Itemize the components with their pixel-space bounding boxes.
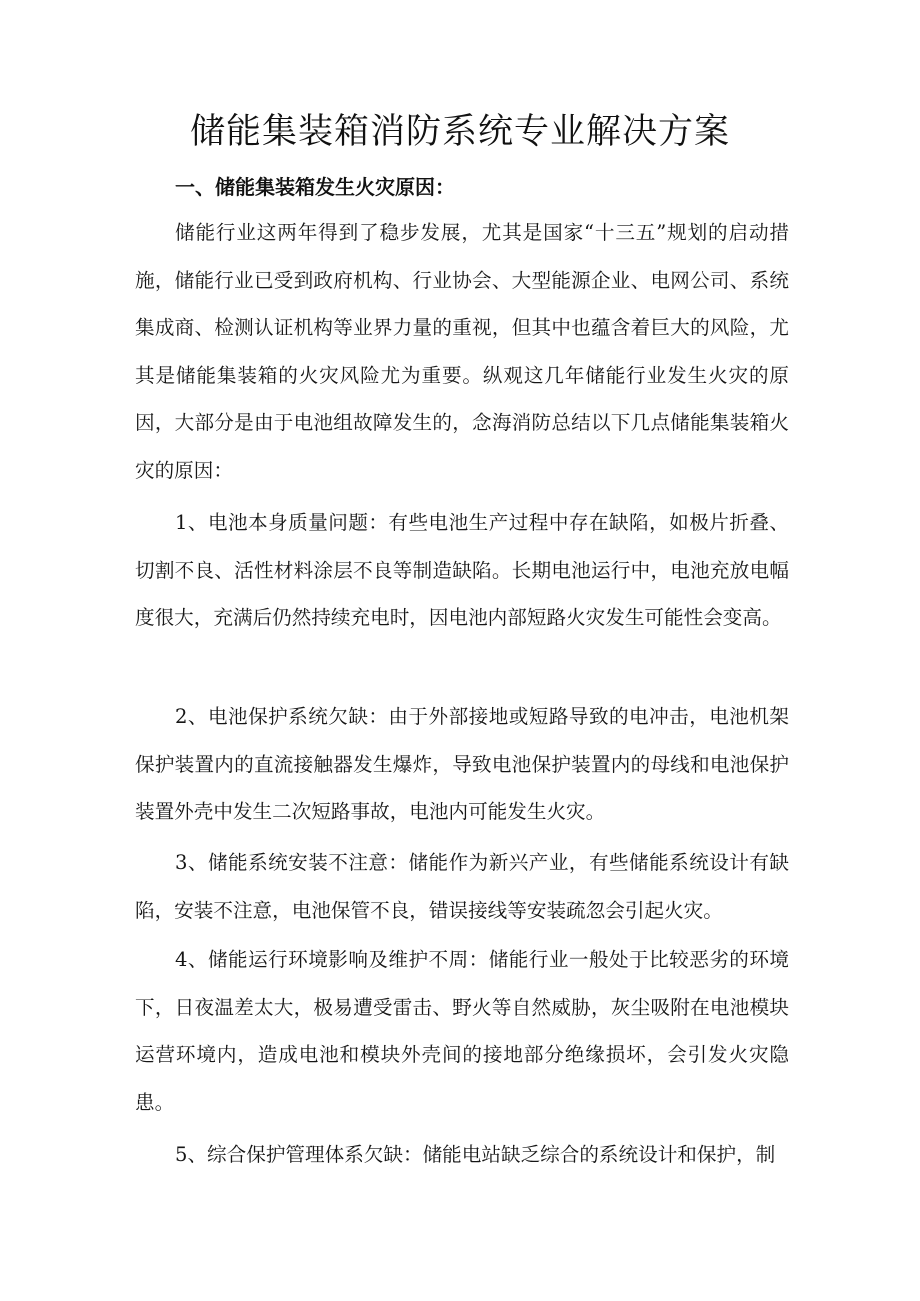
paragraph-cause-4: 4、储能运行环境影响及维护不周：储能行业一般处于比较恶劣的环境下，日夜温差太大，极易遭受雷击、野火等自然威胁，灰尘吸附在电池模块运营环境内，造成电池和模块外壳间的接地部分绝缘损坏，会引发火灾隐患。 xyxy=(135,948,789,1114)
paragraph-cause-2: 2、电池保护系统欠缺：由于外部接地或短路导致的电冲击，电池机架保护装置内的直流接触器发生爆炸，导致电池保护装置内的母线和电池保护装置外壳中发生二次短路事故，电池内可能发生火灾。 xyxy=(135,705,789,824)
section-heading: 一、储能集装箱发生火灾原因： xyxy=(175,175,455,199)
paragraph-cause-3: 3、储能系统安装不注意：储能作为新兴产业，有些储能系统设计有缺陷，安装不注意，电池保管不良，错误接线等安装疏忽会引起火灾。 xyxy=(135,851,789,922)
paragraph-cause-5: 5、综合保护管理体系欠缺：储能电站缺乏综合的系统设计和保护，制 xyxy=(175,1143,776,1166)
page-title: 储能集装箱消防系统专业解决方案 xyxy=(189,112,730,152)
paragraph-cause-1: 1、电池本身质量问题：有些电池生产过程中存在缺陷，如极片折叠、切割不良、活性材料涂层不良等制造缺陷。长期电池运行中，电池充放电幅度很大，充满后仍然持续充电时，因电池内部短路火灾发生可能性会变高。 xyxy=(135,511,789,630)
paragraph-intro: 储能行业这两年得到了稳步发展，尤其是国家“十三五”规划的启动措施，储能行业已受到政府机构、行业协会、大型能源企业、电网公司、系统集成商、检测认证机构等业界力量的重视，但其中也蕴含着巨大的风险，尤其是储能集装箱的火灾风险尤为重要。纵观这几年储能行业发生火灾的原因，大部分是由于电池组故障发生的，念海消防总结以下几点储能集装箱火灾的原因： xyxy=(135,221,789,482)
